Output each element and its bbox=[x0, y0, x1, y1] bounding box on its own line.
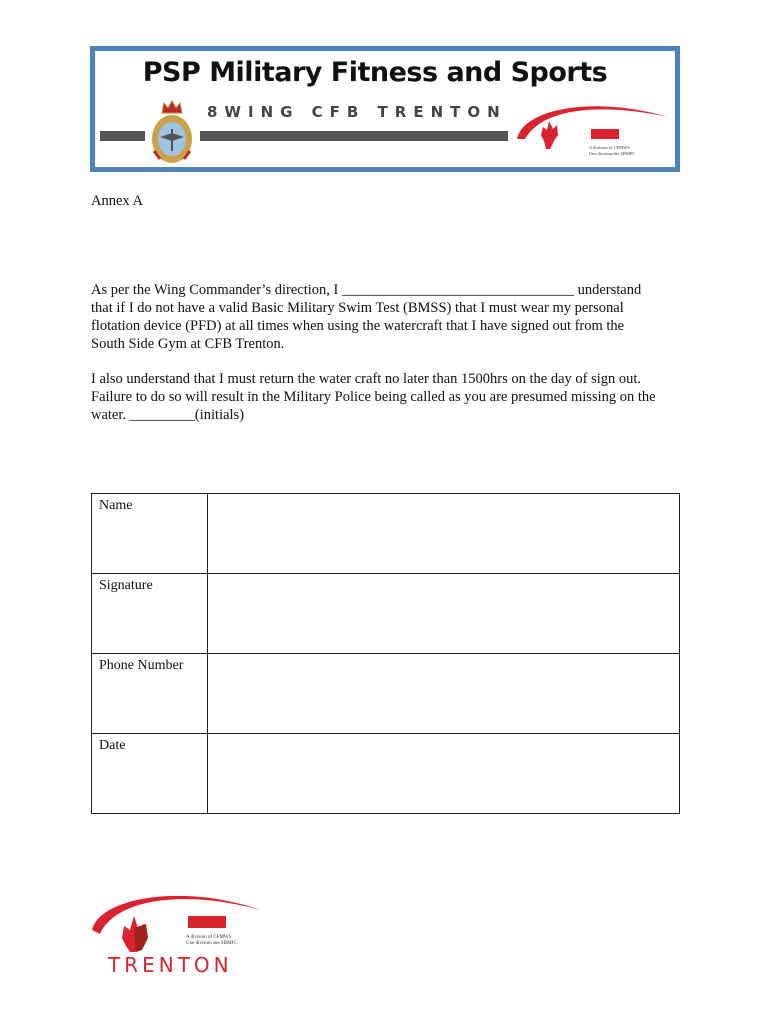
footer-division-1: A division of CFMWS bbox=[186, 935, 232, 940]
paragraph-line: water. _________(initials) bbox=[91, 407, 245, 423]
annex-label: Annex A bbox=[91, 193, 143, 209]
footer-trenton-logo bbox=[88, 888, 268, 978]
header-banner bbox=[90, 46, 680, 172]
phone-label: Phone Number bbox=[92, 654, 208, 734]
table-row bbox=[92, 574, 680, 654]
footer-location: TRENTON bbox=[108, 953, 233, 977]
name-field[interactable] bbox=[208, 494, 680, 574]
divider-bar bbox=[200, 131, 508, 141]
date-field[interactable] bbox=[208, 734, 680, 814]
wing-crest-icon bbox=[150, 99, 194, 165]
cfmws-logo bbox=[513, 99, 673, 163]
agreement-paragraph bbox=[91, 281, 641, 353]
paragraph-line: I also understand that I must return the water craft no later than 1500hrs on the day of sign out. bbox=[91, 371, 642, 387]
footer-division-2: Une division des SBMFC bbox=[186, 941, 238, 946]
table-row bbox=[92, 494, 680, 574]
return-paragraph bbox=[91, 370, 656, 424]
paragraph-line: flotation device (PFD) at all times when using the watercraft that I have signed out from the bbox=[91, 318, 625, 334]
paragraph-line: Failure to do so will result in the Military Police being called as you are presumed missing on the bbox=[91, 389, 656, 405]
table-row bbox=[92, 734, 680, 814]
signature-field[interactable] bbox=[208, 574, 680, 654]
paragraph-line: that if I do not have a valid Basic Military Swim Test (BMSS) that I must wear my personal bbox=[91, 300, 624, 316]
divider-bar bbox=[100, 131, 145, 141]
signout-form-table bbox=[91, 493, 680, 814]
paragraph-line: South Side Gym at CFB Trenton. bbox=[91, 336, 285, 352]
table-row bbox=[92, 654, 680, 734]
banner-subtitle: 8WING CFB TRENTON bbox=[207, 103, 507, 121]
partner-text-1: A division of CFMWS bbox=[589, 145, 630, 150]
name-label: Name bbox=[92, 494, 208, 574]
partner-text-2: Une division des SBMFC bbox=[589, 151, 636, 156]
signature-label: Signature bbox=[92, 574, 208, 654]
date-label: Date bbox=[92, 734, 208, 814]
paragraph-line: As per the Wing Commander’s direction, I ________________________________ understand bbox=[91, 282, 642, 298]
banner-title: PSP Military Fitness and Sports bbox=[142, 57, 608, 88]
phone-field[interactable] bbox=[208, 654, 680, 734]
